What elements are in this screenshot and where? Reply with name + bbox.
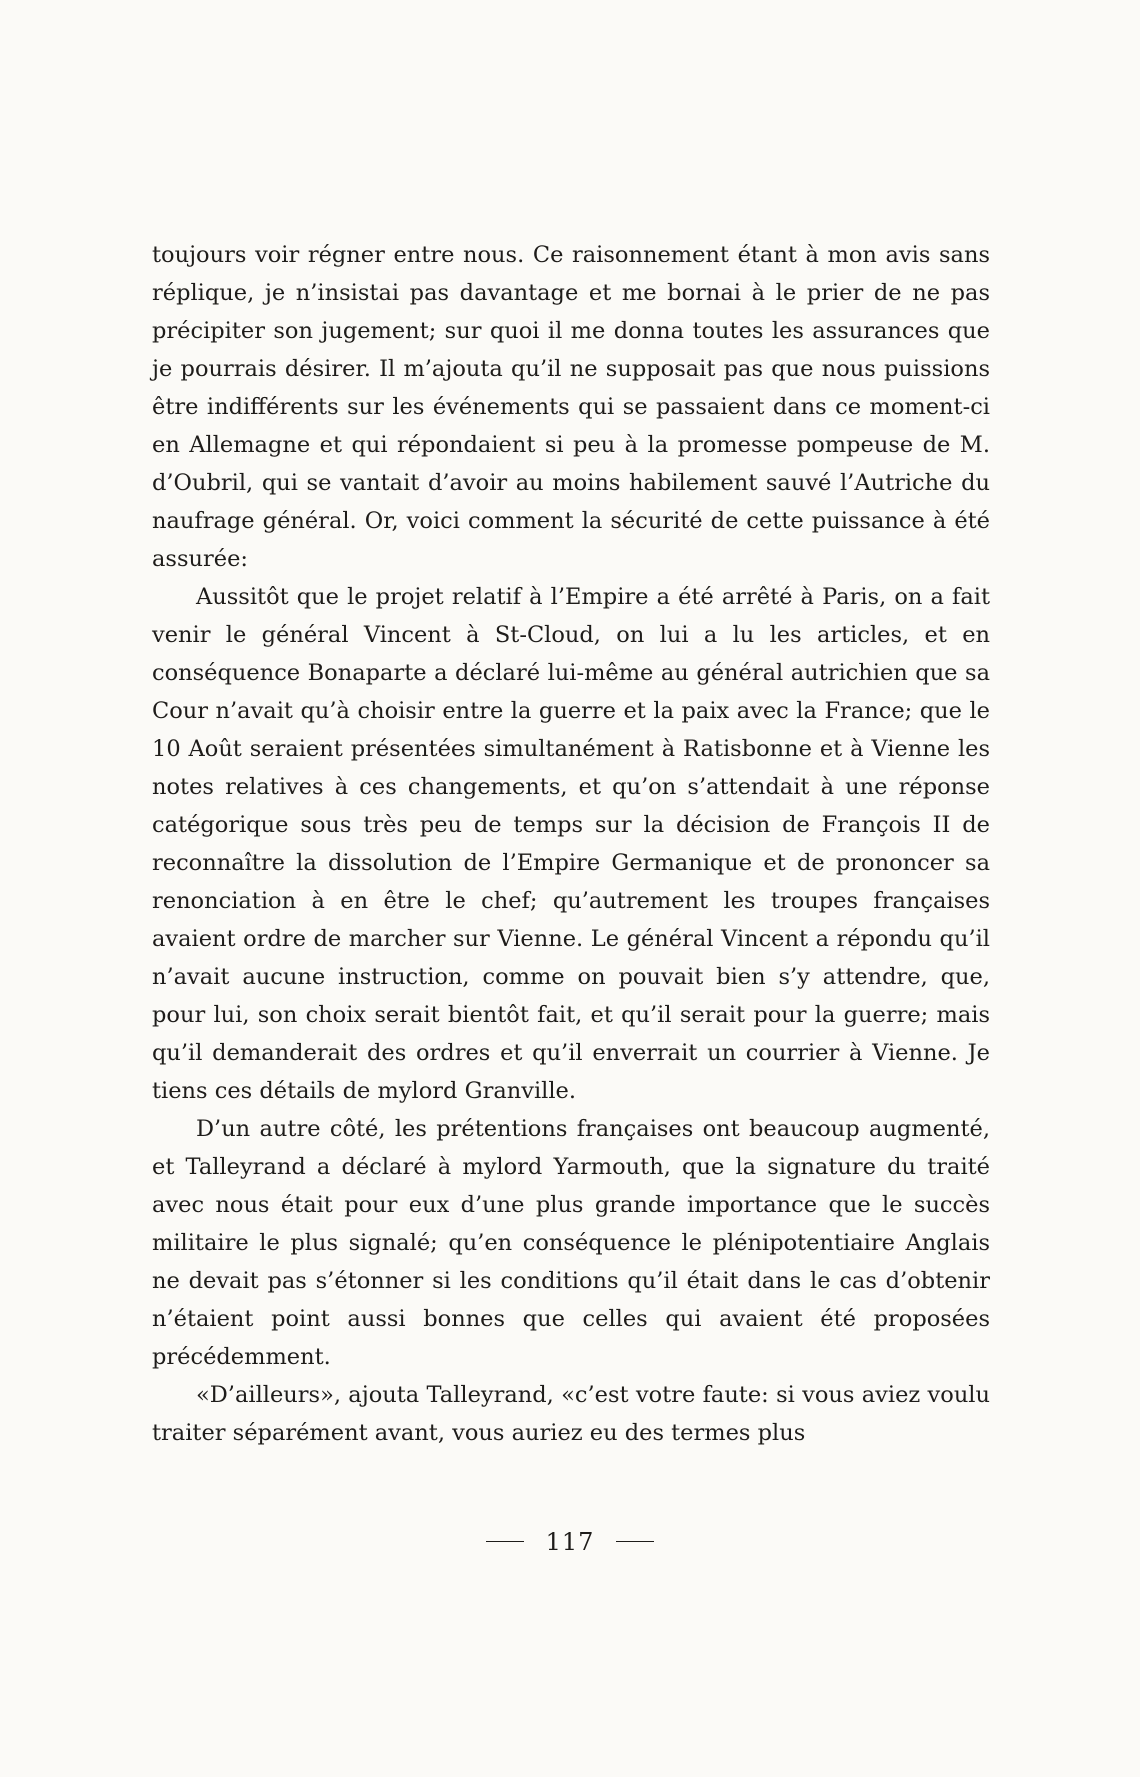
paragraph-1: toujours voir régner entre nous. Ce raisonnement étant à mon avis sans réplique, je n’insistai pas davantage et me bornai à le prier de ne pas précipiter son jugement; sur quoi il me donna toutes les assurances que je pourrais désirer. Il m’ajouta qu’il ne supposait pas que nous puissions être indifférents sur les événements qui se passaient dans ce moment-ci en Allemagne et qui répondaient si peu à la promesse pompeuse de M. d’Oubril, qui se vantait d’avoir au moins habilement sauvé l’Autriche du naufrage général. Or, voici comment la sécurité de cette puissance à été assurée: xyxy=(152,242,990,572)
page-number-footer xyxy=(0,1526,1140,1558)
right-dash xyxy=(616,1541,654,1542)
page-number: 117 xyxy=(545,1528,595,1556)
body-text xyxy=(152,236,990,1452)
paragraph-2: Aussitôt que le projet relatif à l’Empire a été arrêté à Paris, on a fait venir le général Vincent à St-Cloud, on lui a lu les articles, et en conséquence Bonaparte a déclaré lui-même au général autrichien que sa Cour n’avait qu’à choisir entre la guerre et la paix avec la France; que le 10 Août seraient présentées simultanément à Ratisbonne et à Vienne les notes relatives à ces changements, et qu’on s’attendait à une réponse catégorique sous très peu de temps sur la décision de François II de reconnaître la dissolution de l’Empire Germanique et de prononcer sa renonciation à en être le chef; qu’autrement les troupes françaises avaient ordre de marcher sur Vienne. Le général Vincent a répondu qu’il n’avait aucune instruction, comme on pouvait bien s’y attendre, que, pour lui, son choix serait bientôt fait, et qu’il serait pour la guerre; mais qu’il demanderait des ordres et qu’il enverrait un courrier à Vienne. Je tiens ces détails de mylord Granville. xyxy=(152,584,990,1104)
left-dash xyxy=(486,1541,524,1542)
paragraph-4: «D’ailleurs», ajouta Talleyrand, «c’est votre faute: si vous aviez voulu traiter séparément avant, vous auriez eu des termes plus xyxy=(152,1382,990,1446)
paragraph-3: D’un autre côté, les prétentions françaises ont beaucoup augmenté, et Talleyrand a déclaré à mylord Yarmouth, que la signature du traité avec nous était pour eux d’une plus grande importance que le succès militaire le plus signalé; qu’en conséquence le plénipotentiaire Anglais ne devait pas s’étonner si les conditions qu’il était dans le cas d’obtenir n’étaient point aussi bonnes que celles qui avaient été proposées précédemment. xyxy=(152,1116,990,1370)
